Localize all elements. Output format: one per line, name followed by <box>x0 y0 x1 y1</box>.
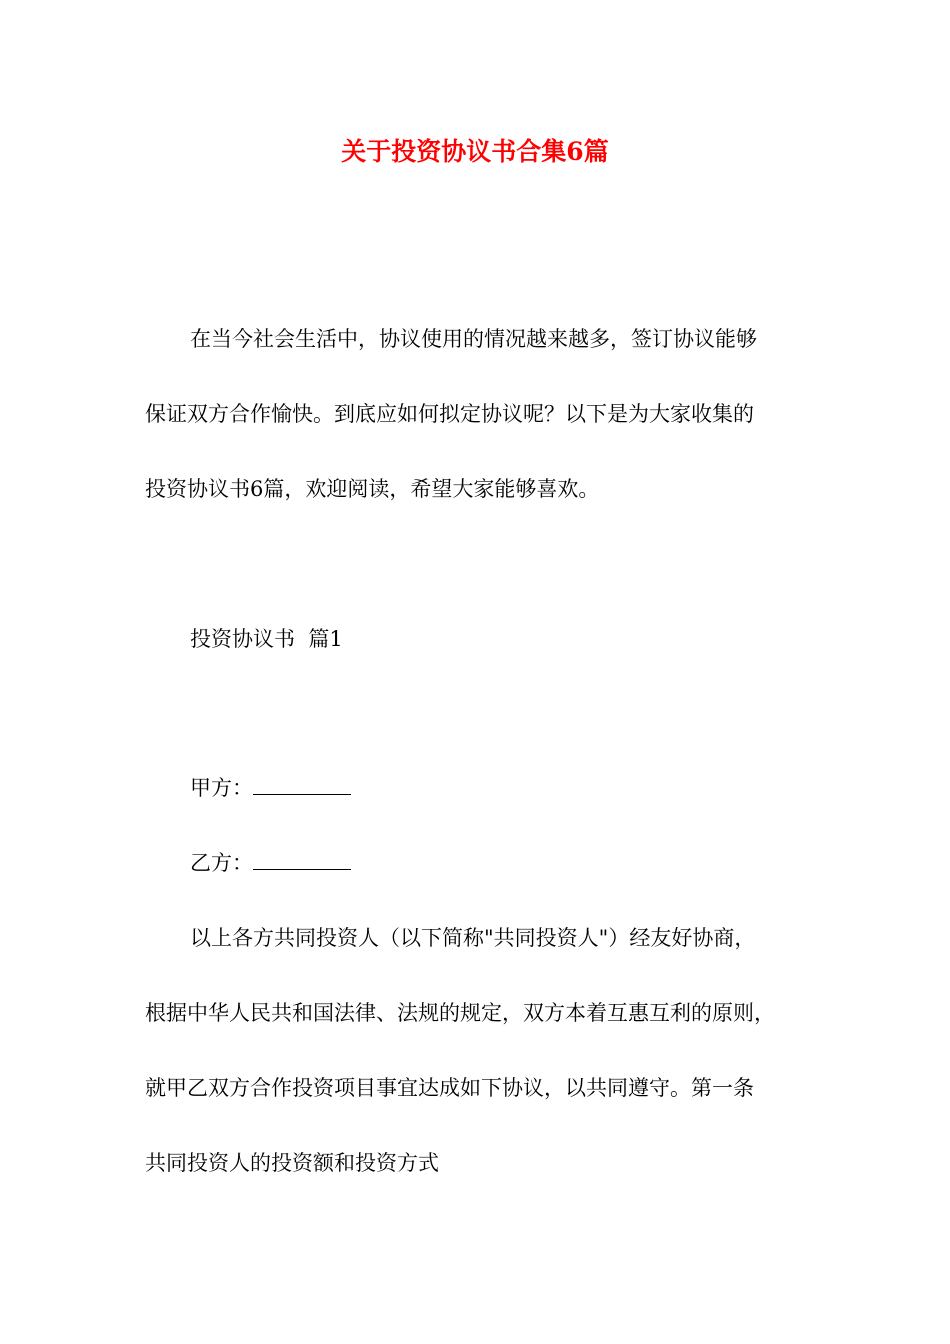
body-line-1: 以上各方共同投资人（以下简称"共同投资人"）经友好协商， <box>190 926 756 950</box>
intro-line-2: 保证双方合作愉快。到底应如何拟定协议呢？以下是为大家收集的 <box>145 402 754 426</box>
party-a-blank <box>253 774 351 795</box>
intro-line-3: 投资协议书6篇，欢迎阅读，希望大家能够喜欢。 <box>145 477 600 501</box>
body-line-3: 就甲乙双方合作投资项目事宜达成如下协议，以共同遵守。第一条 <box>145 1076 754 1100</box>
party-b-blank <box>253 849 351 870</box>
body-line-4: 共同投资人的投资额和投资方式 <box>145 1151 439 1175</box>
party-a-label: 甲方： <box>190 776 253 800</box>
body-line-2: 根据中华人民共和国法律、法规的规定，双方本着互惠互利的原则， <box>145 1001 775 1025</box>
intro-line-1: 在当今社会生活中，协议使用的情况越来越多，签订协议能够 <box>190 327 757 351</box>
party-b-line <box>190 848 351 878</box>
section-heading: 投资协议书 篇1 <box>190 627 343 651</box>
document-title: 关于投资协议书合集6篇 <box>341 137 609 166</box>
party-b-label: 乙方： <box>190 851 253 875</box>
party-a-line <box>190 773 351 803</box>
